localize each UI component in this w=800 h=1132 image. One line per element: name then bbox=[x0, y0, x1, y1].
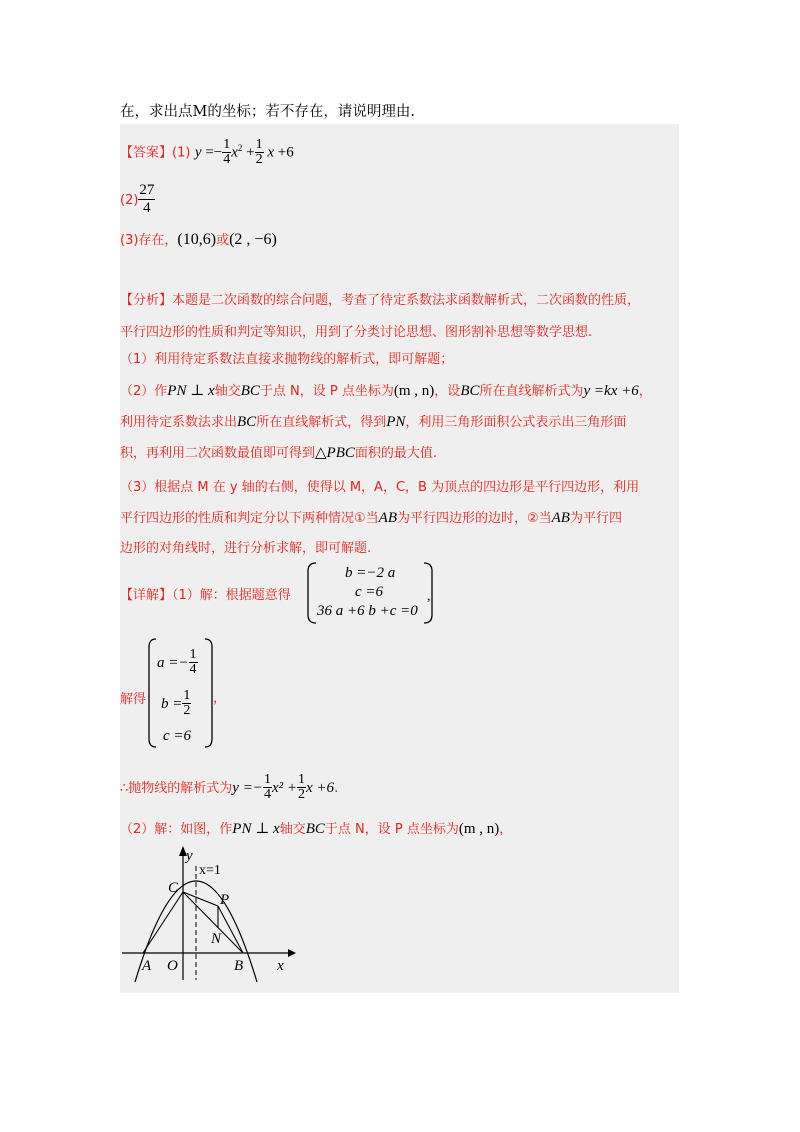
fraction: $\frac{1}{2}$ bbox=[255, 137, 263, 167]
detail-part2-line: （2）解：如图，作PN ⊥ x轴交BC于点 N，设 P 点坐标为(m , n)， bbox=[120, 821, 513, 837]
analysis-line-1: 【分析】本题是二次函数的综合问题，考查了待定系数法求函数解析式，二次函数的性质， bbox=[120, 293, 641, 308]
label-B: B bbox=[234, 958, 244, 974]
answer-tag: 【答案】 bbox=[120, 145, 173, 161]
analysis-line-8: 平行四边形的性质和判定分以下两种情况①当AB为平行四边形的边时，②当AB为平行四 bbox=[120, 510, 622, 526]
line-CP bbox=[183, 892, 218, 906]
analysis-line-6: 积，再利用二次函数最值即可得到△PBC面积的最大值. bbox=[120, 445, 438, 461]
answer-line-3 bbox=[120, 229, 277, 249]
fraction: $\frac{1}{4}$ bbox=[223, 137, 231, 167]
analysis-line-5: 利用待定系数法求出BC所在直线解析式，得到PN，利用三角形面积公式表示出三角形面 bbox=[120, 414, 627, 430]
solution-a: a =− $\frac{1}{4}$ bbox=[157, 647, 197, 677]
system-1-eq-3: 36 a +6 b +c =0 bbox=[317, 603, 418, 619]
solution-comma: ， bbox=[213, 691, 227, 706]
answer-part2-fraction: $\frac{27}{4}$ bbox=[139, 182, 155, 216]
label-A: A bbox=[142, 958, 152, 974]
analysis-line-2: 平行四边形的性质和判定等知识，用到了分类讨论思想、图形割补思想等数学思想. bbox=[120, 325, 593, 340]
label-y: y bbox=[186, 848, 193, 864]
label-P: P bbox=[220, 892, 230, 908]
solution-b: b = $\frac{1}{2}$ bbox=[161, 688, 191, 718]
geometry-figure bbox=[120, 840, 300, 990]
answer-point-1: (10,6) bbox=[177, 231, 217, 248]
label-O: O bbox=[167, 958, 178, 974]
label-sym: x=1 bbox=[199, 863, 221, 878]
analysis-tag: 【分析】 bbox=[120, 293, 173, 308]
answer-part2-label: (2) bbox=[120, 193, 139, 208]
analysis-line-9: 边形的对角线时，进行分析求解，即可解题. bbox=[120, 541, 372, 556]
detail-tag: 【详解】 bbox=[120, 588, 173, 603]
answer-line-2 bbox=[120, 182, 155, 217]
answer-or: 或 bbox=[216, 233, 230, 248]
solve-label: 解得 bbox=[120, 692, 147, 707]
analysis-line-3: （1）利用待定系数法直接求抛物线的解析式，即可解题； bbox=[120, 352, 454, 367]
system-1-eq-1: b =−2 a bbox=[345, 565, 396, 581]
line-AC bbox=[143, 892, 183, 953]
system-1-eq-2: c =6 bbox=[355, 584, 384, 600]
label-x: x bbox=[277, 958, 284, 974]
x-axis-arrow bbox=[288, 949, 296, 957]
intro-text: 在，求出点M的坐标；若不存在，请说明理由. bbox=[120, 104, 415, 120]
answer-part1-label: (1) bbox=[172, 145, 191, 161]
detail-line-1: 【详解】（1）解：根据题意得 bbox=[120, 588, 291, 603]
analysis-block bbox=[120, 286, 652, 560]
answer-line-1: 【答案】(1) y =− $\frac{1}{4}$ $x^2$ + $\frac{1}{2}$ x +6 bbox=[120, 137, 294, 167]
solution-c: c =6 bbox=[163, 728, 192, 744]
answer-part3-label: (3)存在， bbox=[120, 233, 178, 248]
system-1-comma: , bbox=[427, 589, 431, 604]
label-N: N bbox=[211, 931, 222, 947]
analysis-line-7: （3）根据点 M 在 y 轴的右侧，使得以 M，A，C，B 为顶点的四边形是平行四边形，利用 bbox=[120, 480, 640, 495]
parabola-expression-line: ∴抛物线的解析式为y =− $\frac{1}{4}$ x² + $\frac{1}{2}$ x +6. bbox=[120, 772, 339, 802]
label-C: C bbox=[168, 880, 179, 896]
answer-point-2: (2 , −6) bbox=[229, 231, 277, 248]
analysis-line-4: （2）作PN ⊥ x轴交BC于点 N，设 P 点坐标为(m , n)，设BC所在直线解析式为y =kx +6， bbox=[120, 383, 652, 399]
